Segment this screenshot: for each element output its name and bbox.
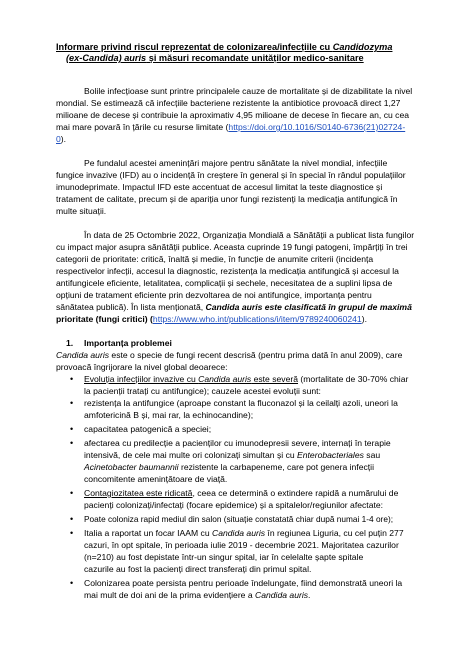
species-name: Candida auris xyxy=(212,528,266,538)
sub-item: capacitatea patogenică a speciei; xyxy=(84,424,212,434)
doi-link-end[interactable]: 0 xyxy=(56,134,61,144)
list-text: în regiunea Liguria, cu cel puțin 277 xyxy=(265,528,404,538)
title-text-2: și măsuri recomandate unităților medico-sanitare xyxy=(146,53,364,63)
p2-line: Pe fundalul acestei amenințări majore pentru sănătate la nivel mondial, infecțiile xyxy=(84,158,388,168)
bullet-icon: • xyxy=(70,438,74,448)
sub-item: afectarea cu predilecție a pacienților cu imunodepresii severe, internați în terapie xyxy=(84,438,391,448)
bullet-icon: • xyxy=(70,528,74,538)
bullet-icon: • xyxy=(70,374,74,384)
p2-line: multe situații. xyxy=(56,206,107,216)
p3-text: sănătatea publică). În lista menționată, xyxy=(56,302,206,312)
species-name: Enterobacteriales xyxy=(297,450,364,460)
p3-line xyxy=(56,302,412,312)
list-item xyxy=(84,488,398,498)
list-text: rezistente la carbapeneme, care pot genera infecții xyxy=(178,462,374,472)
who-link[interactable]: https://www.who.int/publications/i/item/9789240060241 xyxy=(152,314,362,324)
list-text: sau xyxy=(363,450,381,460)
p3-highlight: prioritate (fungi critici) ( xyxy=(56,314,153,324)
p3-line: respectivelor infecții, accesul la diagnostic, rezistența la medicația antifungică și accesul la xyxy=(56,266,399,276)
sub-item-line: amfotericină B și, mai rar, la echinocandine); xyxy=(84,410,254,420)
p3-highlight: Candida auris este clasificată în grupul de maximă xyxy=(205,302,412,312)
p1-line: mondial. Se estimează că infecțiile bacteriene rezistente la antibiotice provoacă direct 1,27 xyxy=(56,98,401,108)
list-text: mai mult de doi ani de la prima evidențiere a xyxy=(84,590,256,600)
doi-link[interactable]: https://doi.org/10.1016/S0140-6736(21)02724- xyxy=(228,122,406,132)
p3-line: În data de 25 Octombrie 2022, Organizația Mondială a Sănătății a publicat lista fungilor xyxy=(84,230,415,240)
p1-text: mai mare povară în țările cu resurse limitate ( xyxy=(56,122,229,132)
sub-item: Poate coloniza rapid mediul din salon (situație constatată chiar după numai 1-4 ore); xyxy=(84,514,394,524)
list-text: , ceea ce determină o extindere rapidă a numărului de xyxy=(192,488,399,498)
list-item-line: la pacienții tratați cu antifungice); cauzele acestei evoluții sunt: xyxy=(84,386,321,396)
sub-item-line xyxy=(84,590,310,600)
sub-item-line: cazurile au fost la pacienți direct transferați din primul spital. xyxy=(84,564,312,574)
title-species-alt: (ex-Candida) auris xyxy=(66,53,147,63)
p3-line: opțiuni de tratament eficiente prin dezvoltarea de noi antifungice, importanța pentru xyxy=(56,290,372,300)
p3-text: ). xyxy=(361,314,367,324)
sub-item xyxy=(84,528,404,538)
p1-line xyxy=(56,134,66,144)
species-name: Acinetobacter baumannii xyxy=(84,462,179,472)
bullet-icon: • xyxy=(70,514,74,524)
sub-item: Colonizarea poate persista pentru perioade îndelungate, fiind demonstrată uneori la xyxy=(84,578,403,588)
title-line-2 xyxy=(66,53,364,63)
sub-item-line: cazuri, în opt spitale, în perioada iulie 2019 - decembrie 2021. Majoritatea cazurilor xyxy=(84,540,399,550)
p2-line: fungice invazive (IFD) au o incidență în creștere în general și în special în rândul populațiilor xyxy=(56,170,406,180)
sub-item-line xyxy=(84,462,374,472)
list-item xyxy=(84,374,408,384)
title-species: Candidozyma xyxy=(332,42,393,52)
title-line-1 xyxy=(56,42,392,52)
p3-line xyxy=(56,314,367,324)
bullet-icon: • xyxy=(70,424,74,434)
bullet-icon: • xyxy=(70,398,74,408)
bullet-icon: • xyxy=(70,488,74,498)
p1-line: Bolile infecțioase sunt printre principalele cauze de mortalitate și de dizabilitate la nivel xyxy=(84,86,413,96)
p1-line: milioane de decese și contribuie la aproximativ 4,95 milioane de decese în fiecare an, cu cea xyxy=(56,110,410,120)
section-line: provoacă îngrijorare la nivel global deoarece: xyxy=(56,362,228,372)
section-number: 1. xyxy=(66,338,74,348)
species-name: Candida auris xyxy=(56,350,110,360)
species-name: Candida auris xyxy=(255,590,309,600)
sub-item: rezistența la antifungice (aproape constant la fluconazol și la ceilalți azoli, uneori la xyxy=(84,398,398,408)
bullet-icon: • xyxy=(70,578,74,588)
list-text: Contagiozitatea este ridicată xyxy=(84,488,193,498)
sub-item-line: (n=210) au fost depistate într-un singur spital, iar în celelalte șapte spitale xyxy=(84,552,364,562)
list-text: Evoluția infecțiilor invazive cu xyxy=(84,374,199,384)
p2-line: imunodeprimate. Impactul IFD este accentuat de accesul limitat la teste diagnostice și xyxy=(56,182,383,192)
species-name: Candida auris xyxy=(198,374,252,384)
list-text: Italia a raportat un focar IAAM cu xyxy=(84,528,213,538)
list-text: . xyxy=(308,590,311,600)
sub-item-line xyxy=(84,450,380,460)
section-line xyxy=(56,350,402,360)
p3-line: categorii de prioritate: critică, înaltă și medie, în funcție de anumite criterii (incidența xyxy=(56,254,374,264)
sub-item-line: concomitente amenințătoare de viață. xyxy=(84,474,228,484)
p3-line: antifungicele eficiente, letalitatea, complicații și sechele, necesitatea de a suplini lipsa de xyxy=(56,278,393,288)
list-text: este severă xyxy=(251,374,299,384)
p2-line: tratament de calitate, precum și de apariția unor fungi rezistenți la medicația antifungică în xyxy=(56,194,398,204)
section-text: este o specie de fungi recent descrisă (pentru prima dată în anul 2009), care xyxy=(109,350,403,360)
list-item-line: pacienți colonizați/infectați (focare epidemice) și a spitalelor/regiunilor afectate: xyxy=(84,500,384,510)
list-text: intensivă, de cele mai multe ori colonizați simultan și cu xyxy=(84,450,298,460)
p3-line: cu impact major asupra sănătății publice. Aceasta cuprinde 19 fungi patogeni, împărțiți în trei xyxy=(56,242,408,252)
title-text: Informare privind riscul reprezentat de colonizarea/infecțiile cu xyxy=(56,42,333,52)
section-heading: Importanța problemei xyxy=(84,338,172,348)
list-text: (mortalitate de 30-70% chiar xyxy=(298,374,409,384)
p1-text: ). xyxy=(60,134,67,144)
p1-line xyxy=(56,122,405,132)
